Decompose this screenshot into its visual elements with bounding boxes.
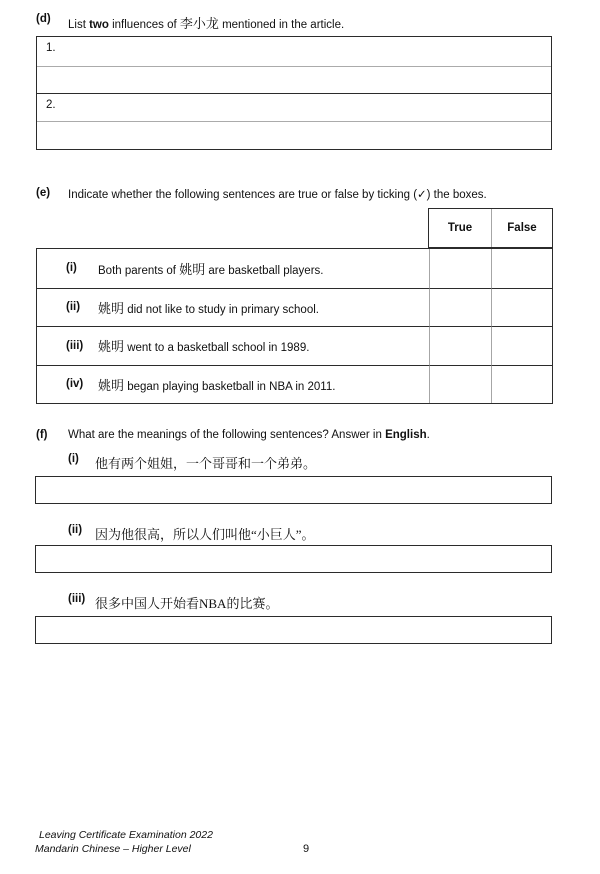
statement-iv-text xyxy=(98,375,335,394)
statement-text: are basketball players. xyxy=(205,264,324,277)
question-e-label: (e) xyxy=(36,187,51,199)
answer-box-f-ii[interactable] xyxy=(35,545,552,573)
prompt-text: mentioned in the article. xyxy=(218,19,345,31)
statement-ii-text xyxy=(98,298,319,317)
statement-i-text xyxy=(98,259,323,278)
statement-text: did not like to study in primary school. xyxy=(124,303,319,316)
true-checkbox-i[interactable] xyxy=(429,249,491,288)
sentence-f-ii-chinese: 因为他很高，所以人们叫他“小巨人”。 xyxy=(95,527,315,542)
question-f-heading xyxy=(36,429,430,441)
prompt-text: influences of xyxy=(108,19,180,31)
statement-i xyxy=(37,249,429,288)
statement-text: Both parents of xyxy=(98,264,180,277)
answer-box-f-i[interactable] xyxy=(35,476,552,504)
footer-exam-title: Leaving Certificate Examination 2022 xyxy=(39,829,213,841)
true-false-header xyxy=(428,208,553,248)
answer-box-f-iii[interactable] xyxy=(35,616,552,644)
answer-line-1-continuation[interactable] xyxy=(37,66,551,93)
true-checkbox-iii[interactable] xyxy=(429,326,491,365)
true-checkbox-ii[interactable] xyxy=(429,288,491,327)
prompt-bold-text: English xyxy=(385,429,427,441)
chinese-name-yao-ming: 姚明 xyxy=(98,377,125,393)
sentence-f-ii-number: (ii) xyxy=(68,524,83,536)
footer-subject-level: Mandarin Chinese – Higher Level xyxy=(35,843,191,855)
prompt-text: . xyxy=(426,429,430,441)
statement-iii xyxy=(37,326,429,365)
sentence-f-i-number: (i) xyxy=(68,453,79,465)
question-d-label: (d) xyxy=(36,13,51,25)
answer-line-2-continuation[interactable] xyxy=(37,121,551,148)
sentence-f-iii-number: (iii) xyxy=(68,593,86,605)
chinese-name-li-xiao-long: 李小龙 xyxy=(179,16,219,31)
question-e-heading xyxy=(36,187,487,201)
statement-text: went to a basketball school in 1989. xyxy=(124,342,310,355)
answer-line-1-number: 1. xyxy=(46,42,56,54)
prompt-bold-text: two xyxy=(89,19,109,31)
statement-ii-number: (ii) xyxy=(66,301,81,314)
false-checkbox-iii[interactable] xyxy=(491,326,552,365)
sentence-f-ii xyxy=(36,524,315,543)
chinese-name-yao-ming: 姚明 xyxy=(98,300,125,316)
sentence-f-iii-chinese: 很多中国人开始看NBA的比赛。 xyxy=(95,596,279,611)
sentence-f-i xyxy=(36,453,316,472)
statement-i-number: (i) xyxy=(66,262,77,275)
chinese-name-yao-ming: 姚明 xyxy=(98,339,125,355)
statement-iv xyxy=(37,365,429,404)
question-f-prompt xyxy=(68,429,430,441)
question-f-label: (f) xyxy=(36,429,48,441)
question-d-heading xyxy=(36,13,344,32)
page-number: 9 xyxy=(303,843,310,855)
true-column-header: True xyxy=(447,222,473,234)
answer-line-2-number: 2. xyxy=(46,98,56,111)
false-checkbox-ii[interactable] xyxy=(491,288,552,327)
statement-iv-number: (iv) xyxy=(66,378,84,391)
false-checkbox-iv[interactable] xyxy=(491,365,552,404)
false-checkbox-i[interactable] xyxy=(491,249,552,288)
statement-text: began playing basketball in NBA in 2011. xyxy=(124,380,336,393)
statement-iii-text xyxy=(98,336,309,355)
answer-line-1[interactable] xyxy=(37,37,551,66)
statement-iii-number: (iii) xyxy=(66,339,84,352)
false-column-header: False xyxy=(491,209,552,247)
true-false-statements-table xyxy=(36,248,553,404)
true-checkbox-iv[interactable] xyxy=(429,365,491,404)
prompt-text: What are the meanings of the following sentences? Answer in xyxy=(68,429,386,441)
sentence-f-iii xyxy=(36,593,278,612)
question-e-prompt: Indicate whether the following sentences are true or false by ticking (✓) the boxes. xyxy=(68,189,487,201)
prompt-text: List xyxy=(68,19,90,31)
sentence-f-i-chinese: 他有两个姐姐，一个哥哥和一个弟弟。 xyxy=(95,456,317,471)
question-d-prompt xyxy=(68,13,344,32)
statement-ii xyxy=(37,288,429,327)
question-d-answer-table xyxy=(36,36,552,150)
chinese-name-yao-ming: 姚明 xyxy=(179,261,206,277)
answer-line-2[interactable] xyxy=(37,93,551,122)
